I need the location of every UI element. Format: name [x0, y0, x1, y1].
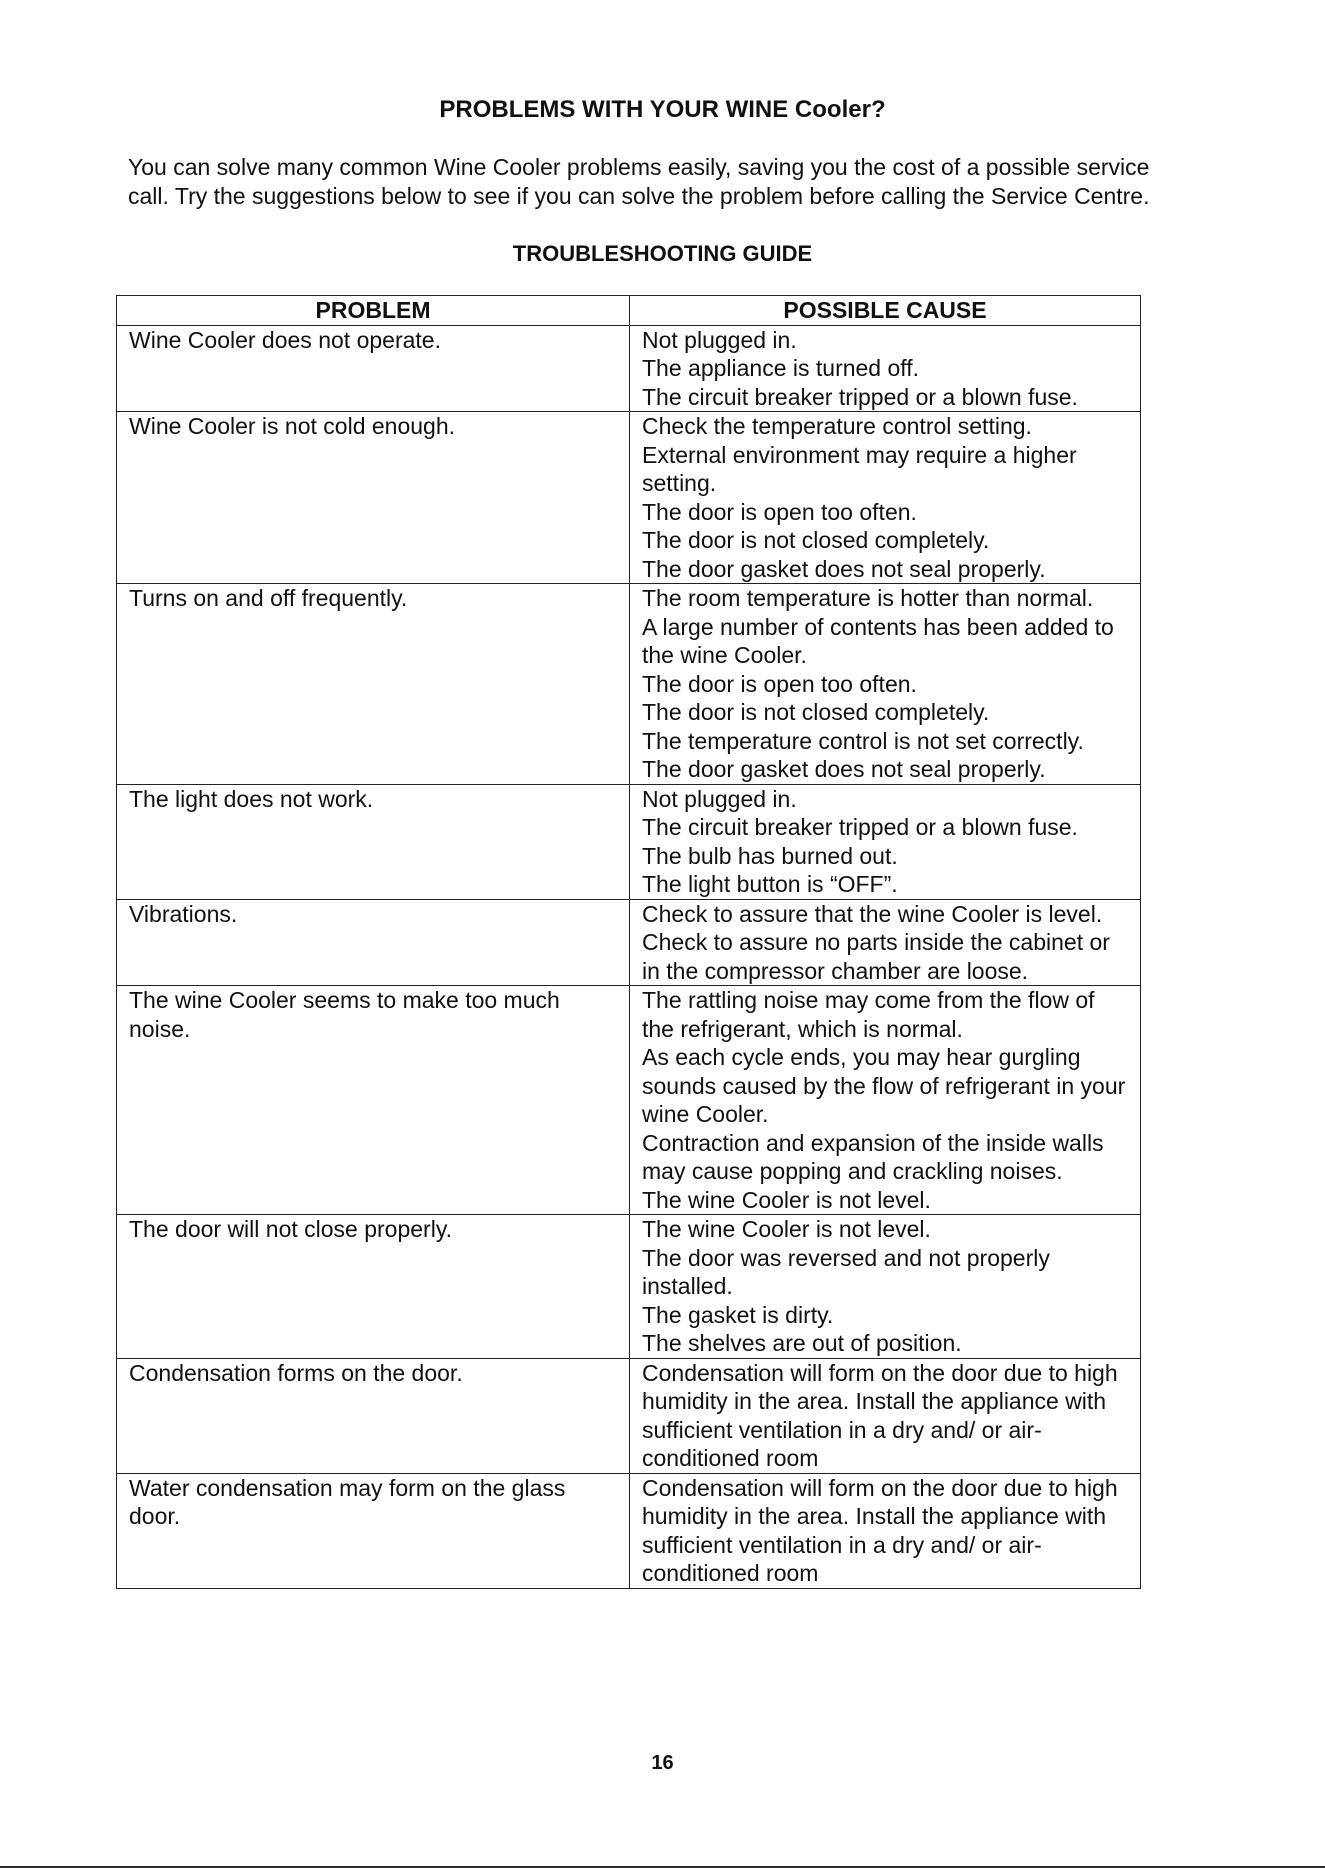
table-body	[117, 325, 1141, 1588]
cause-line: The door is open too often.	[642, 670, 917, 697]
table-row	[117, 1473, 1141, 1588]
cause-cell	[630, 784, 1141, 899]
guide-title: TROUBLESHOOTING GUIDE	[512, 241, 813, 266]
cause-line: A large number of contents has been added to the wine Cooler.	[642, 613, 1114, 668]
cause-cell	[630, 1358, 1141, 1473]
cause-line: The rattling noise may come from the flow of the refrigerant, which is normal.	[642, 987, 1095, 1042]
cause-line: The door was reversed and not properly installed.	[642, 1244, 1050, 1299]
table-row	[117, 784, 1141, 899]
table-row	[117, 1358, 1141, 1473]
table-row	[117, 325, 1141, 412]
cause-line: Not plugged in.	[642, 785, 797, 812]
page-number: 16	[651, 1752, 674, 1774]
problem-cell: Vibrations.	[117, 899, 630, 986]
cause-line: The wine Cooler is not level.	[642, 1216, 931, 1242]
cause-line: Contraction and expansion of the inside walls may cause popping and crackling noises.	[642, 1129, 1104, 1184]
cause-line: The appliance is turned off.	[642, 355, 920, 381]
problem-cell: Wine Cooler is not cold enough.	[117, 412, 630, 584]
cause-line: Condensation will form on the door due to high humidity in the area. Install the appliance with sufficient ventilation in a dry and/ or air-conditioned room	[642, 1359, 1118, 1471]
header-possible-cause: POSSIBLE CAUSE	[630, 296, 1141, 326]
cause-line: Not plugged in.	[642, 326, 797, 353]
cause-line: The shelves are out of position.	[642, 1330, 962, 1356]
problem-cell: The door will not close properly.	[117, 1215, 630, 1359]
table-row	[117, 584, 1141, 785]
cause-cell	[630, 986, 1141, 1215]
page-title: PROBLEMS WITH YOUR WINE Cooler?	[439, 96, 886, 123]
table-row	[117, 899, 1141, 986]
problem-cell: Water condensation may form on the glass door.	[117, 1473, 630, 1588]
cause-cell	[630, 899, 1141, 986]
problem-cell: The light does not work.	[117, 784, 630, 899]
cause-line: The door is not closed completely.	[642, 699, 990, 725]
cause-line: Check the temperature control setting.	[642, 413, 1032, 439]
cause-line: As each cycle ends, you may hear gurgling sounds caused by the flow of refrigerant in your wine Cooler.	[642, 1044, 1126, 1127]
cause-cell	[630, 412, 1141, 584]
cause-line: Check to assure no parts inside the cabinet or in the compressor chamber are loose.	[642, 929, 1110, 984]
cause-line: The door is not closed completely.	[642, 527, 990, 553]
cause-line: The bulb has burned out.	[642, 842, 898, 869]
cause-cell	[630, 584, 1141, 785]
cause-cell	[630, 1215, 1141, 1359]
cause-line: The circuit breaker tripped or a blown fuse.	[642, 814, 1078, 840]
problem-cell: Wine Cooler does not operate.	[117, 325, 630, 412]
table-row	[117, 412, 1141, 584]
header-problem: PROBLEM	[117, 296, 630, 326]
table-row	[117, 1215, 1141, 1359]
troubleshooting-table	[116, 295, 1141, 1589]
cause-line: The gasket is dirty.	[642, 1301, 834, 1328]
cause-line: The light button is “OFF”.	[642, 871, 898, 897]
cause-line: The circuit breaker tripped or a blown fuse.	[642, 383, 1078, 410]
cause-line: The wine Cooler is not level.	[642, 1186, 931, 1213]
cause-line: Condensation will form on the door due to high humidity in the area. Install the appliance with sufficient ventilation in a dry and/ or air-conditioned room	[642, 1474, 1118, 1586]
cause-line: The temperature control is not set correctly.	[642, 727, 1084, 754]
cause-cell	[630, 325, 1141, 412]
cause-cell	[630, 1473, 1141, 1588]
intro-paragraph: You can solve many common Wine Cooler problems easily, saving you the cost of a possible service call. Try the suggestions below to see if you can solve the problem before calling the Service Centre.	[128, 154, 1150, 209]
problem-cell: Condensation forms on the door.	[117, 1358, 630, 1473]
cause-line: The door gasket does not seal properly.	[642, 756, 1046, 782]
cause-line: Check to assure that the wine Cooler is level.	[642, 900, 1103, 927]
table-row	[117, 986, 1141, 1215]
cause-line: The room temperature is hotter than normal.	[642, 585, 1094, 611]
problem-cell: Turns on and off frequently.	[117, 584, 630, 785]
problem-cell: The wine Cooler seems to make too much noise.	[117, 986, 630, 1215]
table-header-row	[117, 296, 1141, 326]
cause-line: External environment may require a higher setting.	[642, 441, 1077, 496]
cause-line: The door gasket does not seal properly.	[642, 555, 1046, 582]
cause-line: The door is open too often.	[642, 498, 917, 525]
